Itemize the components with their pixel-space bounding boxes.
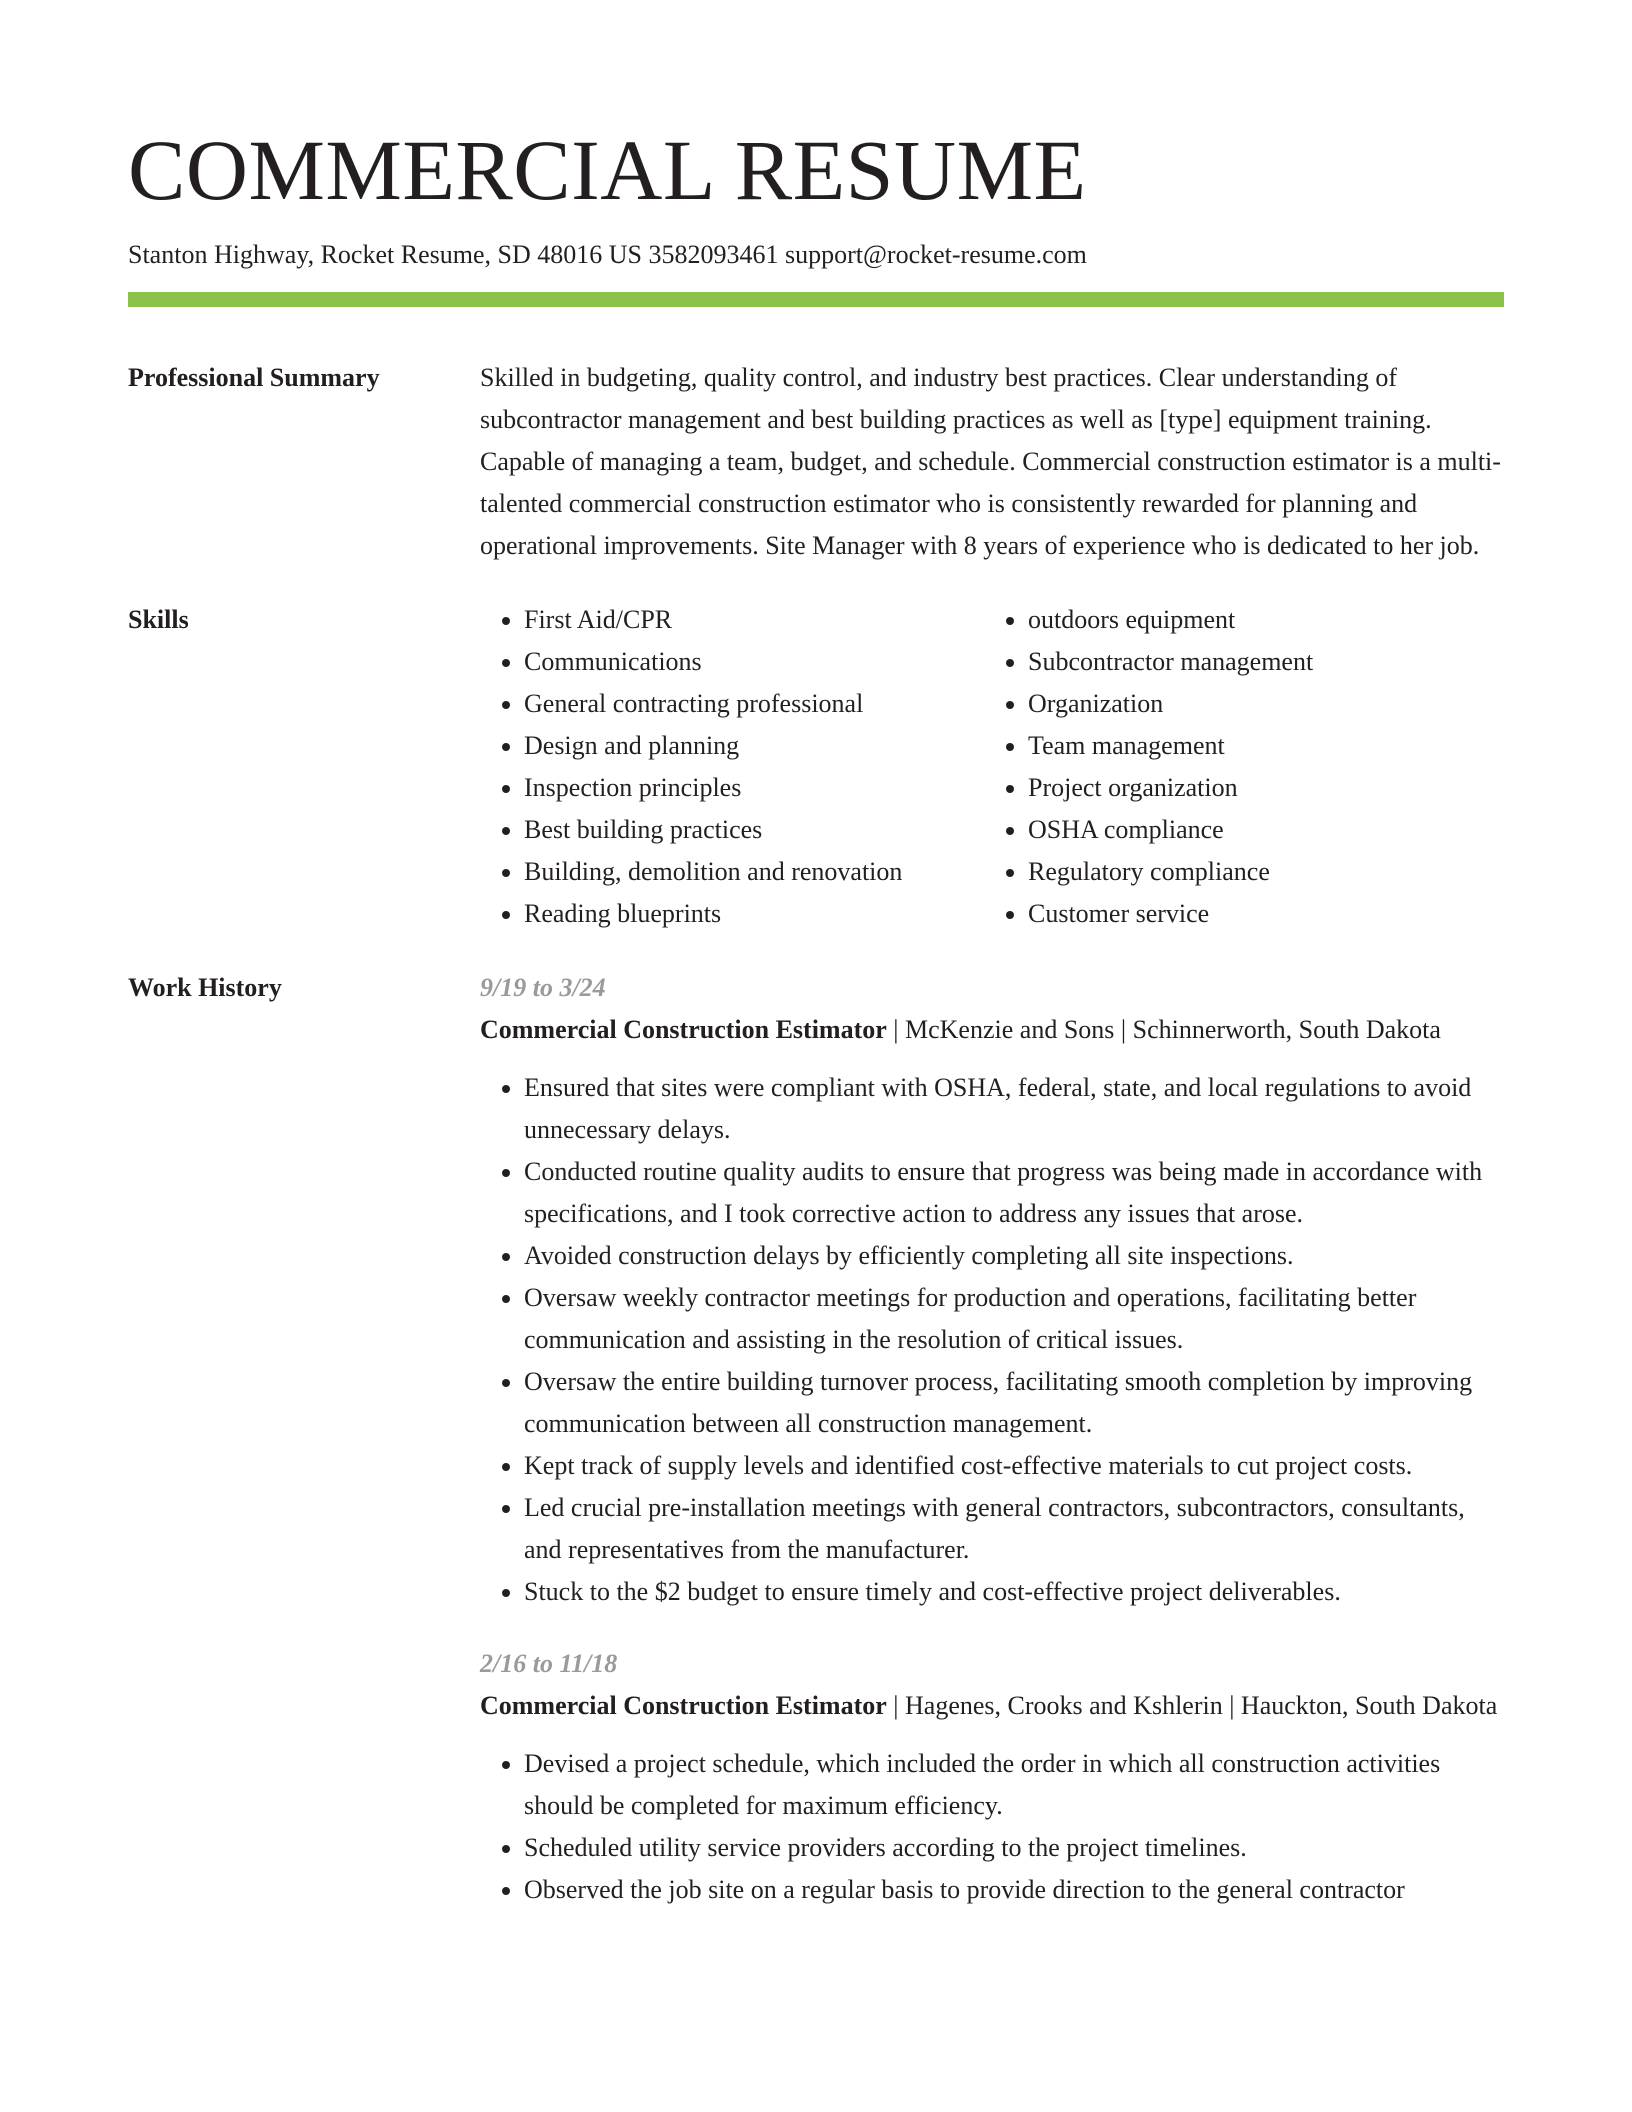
job-bullet: • Stuck to the $2 budget to ensure timely and cost-effective project deliverables. — [524, 1571, 1504, 1613]
skill-item: • Organization — [1028, 683, 1313, 725]
skills-heading: Skills — [128, 605, 189, 634]
job-employer-location: | McKenzie and Sons | Schinnerworth, South Dakota — [886, 1015, 1441, 1044]
header-divider — [128, 292, 1504, 307]
skill-item: • Subcontractor management — [1028, 641, 1313, 683]
summary-heading: Professional Summary — [128, 363, 380, 392]
job-title: Commercial Construction Estimator — [480, 1015, 887, 1044]
summary-text: Skilled in budgeting, quality control, and industry best practices. Clear understanding of subcontractor management and best building practices as well as [type] equipment training. Capable of managing a team, budget, and schedule. Commercial construction estimator is a multi-talented commercial construction estimator who is consistently rewarded for planning and operational improvements. Site Manager with 8 years of experience who is dedicated to her job. — [480, 363, 1501, 560]
skill-item: • General contracting professional — [524, 683, 984, 725]
skill-item: • First Aid/CPR — [524, 599, 984, 641]
job-bullet: • Conducted routine quality audits to ensure that progress was being made in accordance with specifications, and I took corrective action to address any issues that arose. — [524, 1151, 1504, 1235]
skill-item: • Building, demolition and renovation — [524, 851, 984, 893]
job-bullet: • Led crucial pre-installation meetings with general contractors, subcontractors, consultants, and representatives from the manufacturer. — [524, 1487, 1504, 1571]
summary-section — [128, 357, 1504, 567]
contact-phone: 3582093461 — [648, 240, 779, 269]
skill-item: • Design and planning — [524, 725, 984, 767]
job-title-line — [480, 1009, 1504, 1051]
job-entry — [480, 1643, 1504, 1911]
resume-name: COMMERCIAL RESUME — [128, 122, 1087, 218]
job-bullet: • Kept track of supply levels and identified cost-effective materials to cut project costs. — [524, 1445, 1504, 1487]
job-bullet: • Ensured that sites were compliant with OSHA, federal, state, and local regulations to avoid unnecessary delays. — [524, 1067, 1504, 1151]
skill-item: • Inspection principles — [524, 767, 984, 809]
contact-email: support@rocket-resume.com — [784, 240, 1087, 269]
skill-item: • OSHA compliance — [1028, 809, 1313, 851]
contact-address: Stanton Highway, Rocket Resume, SD 48016 US — [128, 240, 642, 269]
job-bullet: • Oversaw weekly contractor meetings for production and operations, facilitating better communication and assisting in the resolution of critical issues. — [524, 1277, 1504, 1361]
job-bullet: • Avoided construction delays by efficiently completing all site inspections. — [524, 1235, 1504, 1277]
job-entry — [480, 967, 1504, 1613]
job-title: Commercial Construction Estimator — [480, 1691, 887, 1720]
work-history-section — [128, 967, 1504, 1941]
skill-item: • Best building practices — [524, 809, 984, 851]
skill-item: • Regulatory compliance — [1028, 851, 1313, 893]
skill-item: • Project organization — [1028, 767, 1313, 809]
skills-body — [480, 599, 1504, 935]
skill-item: • Communications — [524, 641, 984, 683]
skill-item: • Team management — [1028, 725, 1313, 767]
skills-list-right — [984, 599, 1313, 935]
contact-line — [128, 238, 1504, 272]
skill-item: • Customer service — [1028, 893, 1313, 935]
work-history-heading: Work History — [128, 973, 282, 1002]
job-bullet: • Observed the job site on a regular basis to provide direction to the general contractor — [524, 1869, 1504, 1911]
job-bullet: • Scheduled utility service providers according to the project timelines. — [524, 1827, 1504, 1869]
job-dates: 9/19 to 3/24 — [480, 973, 606, 1002]
work-history-body — [480, 967, 1504, 1941]
summary-body — [480, 357, 1504, 567]
job-title-line — [480, 1685, 1504, 1727]
job-bullet: • Devised a project schedule, which included the order in which all construction activities should be completed for maximum efficiency. — [524, 1743, 1504, 1827]
skill-item: • outdoors equipment — [1028, 599, 1313, 641]
resume-page — [128, 0, 1504, 1941]
skills-section — [128, 599, 1504, 935]
job-employer-location: | Hagenes, Crooks and Kshlerin | Hauckton, South Dakota — [886, 1691, 1498, 1720]
job-bullet-list — [480, 1743, 1504, 1911]
job-bullet: • Oversaw the entire building turnover process, facilitating smooth completion by improving communication between all construction management. — [524, 1361, 1504, 1445]
job-bullet-list — [480, 1067, 1504, 1613]
skill-item: • Reading blueprints — [524, 893, 984, 935]
job-dates: 2/16 to 11/18 — [480, 1649, 618, 1678]
skills-list-left — [480, 599, 984, 935]
